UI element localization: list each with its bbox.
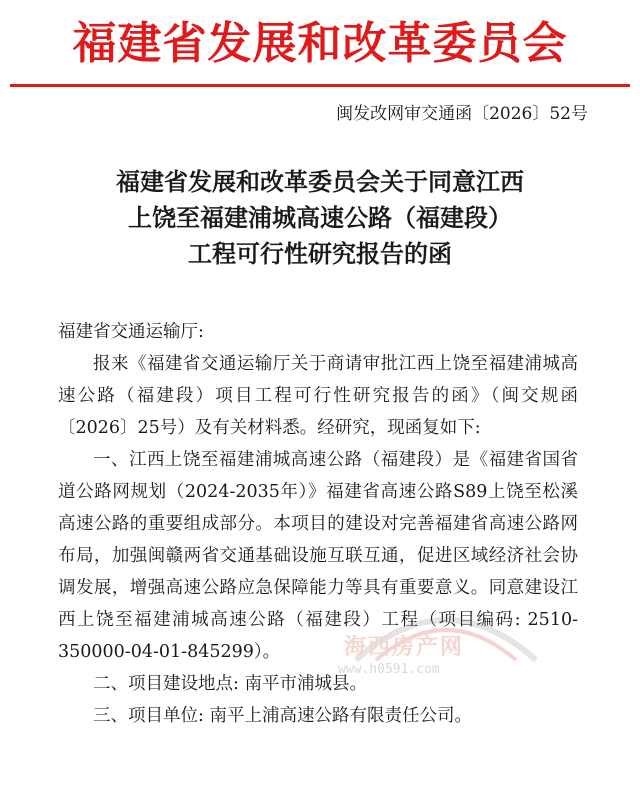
- salutation: 福建省交通运输厅:: [58, 322, 204, 342]
- document-number: 闽发改网审交通函〔2026〕52号: [336, 104, 588, 124]
- red-header-rule: [10, 84, 630, 87]
- document-title: [0, 164, 640, 272]
- paragraph-item-3: 三、项目单位: 南平上浦高速公路有限责任公司。: [93, 706, 472, 726]
- document-body: [58, 316, 578, 732]
- issuing-organization-title: 福建省发展和改革委员会: [72, 18, 568, 69]
- title-line: 工程可行性研究报告的函: [188, 239, 452, 268]
- paragraph-item-1: 一、江西上饶至福建浦城高速公路（福建段）是《福建省国省道公路网规划（2024-2035年）》福建省高速公路S89上饶至松溪高速公路的重要组成部分。本项目的建设对完善福建省高速公路网布局，加强闽赣两省交通基础设施互联互通，促进区域经济社会协调发展，增强高速公路应急保障能力等具有重要意义。同意建设江西上饶至福建浦城高速公路（福建段）工程（项目编码: 2510-350000-04-01-845299）。: [58, 450, 578, 662]
- watermark-text: 海西房产网: [344, 635, 465, 660]
- paragraph-intro: 报来《福建省交通运输厅关于商请审批江西上饶至福建浦城高速公路（福建段）项目工程可行性研究报告的函》（闽交规函〔2026〕25号）及有关材料悉。经研究，现函复如下:: [58, 354, 578, 438]
- paragraph-item-2: 二、项目建设地点: 南平市浦城县。: [93, 674, 367, 694]
- title-line: 上饶至福建浦城高速公路（福建段）: [128, 203, 512, 232]
- title-line: 福建省发展和改革委员会关于同意江西: [116, 167, 524, 196]
- watermark-url: www.h0591.com: [338, 662, 440, 677]
